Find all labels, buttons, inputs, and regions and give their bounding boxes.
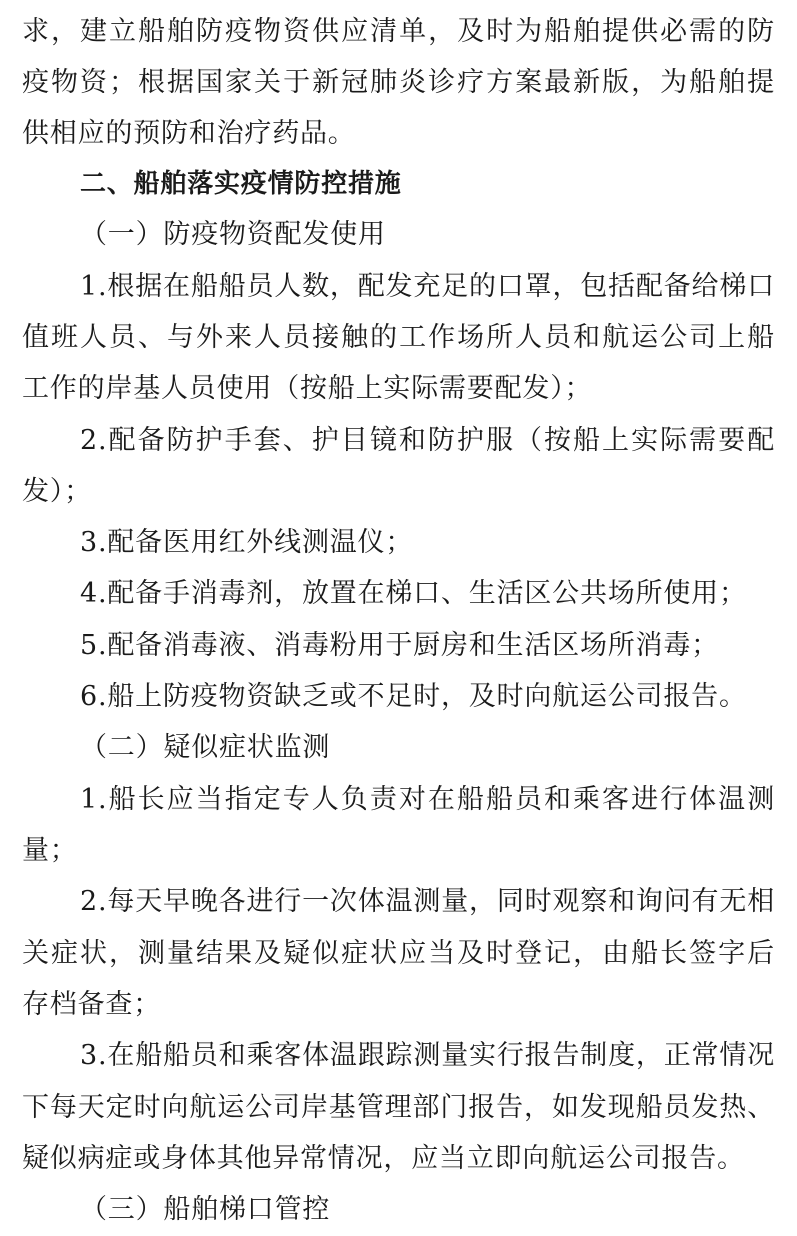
list-item-line: 1.根据在船船员人数，配发充足的口罩，包括配备给梯口 — [80, 271, 775, 302]
body-text-line: 下每天定时向航运公司岸基管理部门报告，如发现船员发热、 — [22, 1092, 775, 1123]
subsection-heading: （二）疑似症状监测 — [80, 732, 331, 763]
body-text-line: 存档备查； — [22, 989, 161, 1020]
list-item-line: 3.配备医用红外线测温仪； — [80, 527, 414, 558]
body-text-line: 疫物资；根据国家关于新冠肺炎诊疗方案最新版，为船舶提 — [22, 67, 775, 98]
subsection-heading: （三）船舶梯口管控 — [80, 1194, 331, 1225]
list-item-line: 6.船上防疫物资缺乏或不足时，及时向航运公司报告。 — [80, 681, 747, 712]
body-text-line: 关症状，测量结果及疑似症状应当及时登记，由船长签字后 — [22, 938, 775, 969]
section-heading: 二、船舶落实疫情防控措施 — [80, 169, 402, 199]
body-text-line: 量； — [22, 835, 78, 866]
list-item-line: 5.配备消毒液、消毒粉用于厨房和生活区场所消毒； — [80, 630, 719, 661]
body-text-line: 供相应的预防和治疗药品。 — [22, 118, 356, 149]
list-item-line: 4.配备手消毒剂，放置在梯口、生活区公共场所使用； — [80, 578, 747, 609]
list-item-line: 2.每天早晚各进行一次体温测量，同时观察和询问有无相 — [80, 886, 775, 917]
body-text-line: 疑似病症或身体其他异常情况，应当立即向航运公司报告。 — [22, 1143, 745, 1174]
list-item-line: 2.配备防护手套、护目镜和防护服（按船上实际需要配 — [80, 425, 775, 456]
body-text-line: 工作的岸基人员使用（按船上实际需要配发）； — [22, 373, 593, 404]
list-item-line: 1.船长应当指定专人负责对在船船员和乘客进行体温测 — [80, 784, 775, 815]
subsection-heading: （一）防疫物资配发使用 — [80, 219, 386, 250]
list-item-line: 3.在船船员和乘客体温跟踪测量实行报告制度，正常情况 — [80, 1040, 775, 1071]
body-text-line: 值班人员、与外来人员接触的工作场所人员和航运公司上船 — [22, 322, 775, 353]
body-text-line: 求，建立船舶防疫物资供应清单，及时为船舶提供必需的防 — [22, 16, 775, 47]
body-text-line: 发）； — [22, 476, 92, 507]
